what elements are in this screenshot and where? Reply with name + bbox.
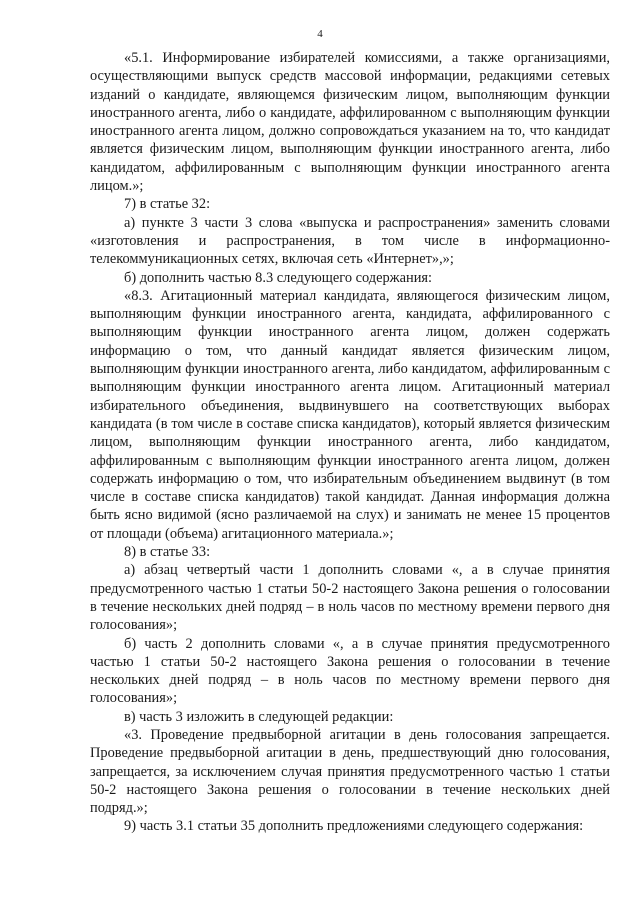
paragraph-item-8b: б) часть 2 дополнить словами «, а в случае принятия предусмотренного частью 1 статьи 50-2 настоящего Закона решения о голосовании в течение нескольких дней подряд – в ноль часов по местному времени первого дня голосования»; xyxy=(90,635,610,707)
paragraph-item-9: 9) часть 3.1 статьи 35 дополнить предложениями следующего содержания: xyxy=(124,818,584,835)
paragraph-item-7a: а) пункте 3 части 3 слова «выпуска и распространения» заменить словами «изготовления и распространения, в том числе в информационно-телекоммуникационных сетях, включая сеть «Интернет»,»; xyxy=(90,214,610,268)
paragraph-item-8a: а) абзац четвертый части 1 дополнить словами «, а в случае принятия предусмотренного частью 1 статьи 50-2 настоящего Закона решения о голосовании в течение нескольких дней подряд – в ноль часов по местному времени первого дня голосования»; xyxy=(90,562,610,634)
page-number: 4 xyxy=(317,28,323,40)
paragraph-item-8v: в) часть 3 изложить в следующей редакции: xyxy=(124,708,394,725)
paragraph-item-8: 8) в статье 33: xyxy=(124,544,211,561)
document-body xyxy=(90,49,610,836)
paragraph-8-3-quote: «8.3. Агитационный материал кандидата, являющегося физическим лицом, выполняющим функции иностранного агента, кандидата, аффилированного с выполняющим функции иностранного агента лицом, должен содержать информацию о том, что данный кандидат является физическим лицом, выполняющим функции иностранного агента, либо кандидатом, аффилированным с выполняющим функции иностранного агента лицом. Агитационный материал избирательного объединения, выдвинувшего на соответствующих выборах кандидата (в том числе в составе списка кандидатов), который является физическим лицом, выполняющим функции иностранного агента, либо кандидатом, аффилированным с выполняющим функции иностранного агента лицом, должен содержать информацию о том, что избирательным объединением выдвинут (в том числе в составе списка кандидатов) такой кандидат. Данная информация должна быть ясно видимой (ясно различаемой на слух) и занимать не менее 15 процентов от площади (объема) агитационного материала.»; xyxy=(90,287,610,542)
paragraph-item-7: 7) в статье 32: xyxy=(124,196,211,213)
paragraph-item-7b: б) дополнить частью 8.3 следующего содержания: xyxy=(124,269,433,286)
paragraph-5-1-quote: «5.1. Информирование избирателей комиссиями, а также организациями, осуществляющими выпуск средств массовой информации, редакциями сетевых изданий о кандидате, являющемся физическим лицом, выполняющим функции иностранного агента, либо о кандидате, аффилированном с выполняющим функции иностранного агента лицом, должно сопровождаться указанием на то, что кандидат является физическим лицом, выполняющим функции иностранного агента, либо кандидатом, аффилированным с выполняющим функции иностранного агента лицом.»; xyxy=(90,50,610,195)
paragraph-3-quote: «3. Проведение предвыборной агитации в день голосования запрещается. Проведение предвыборной агитации в день, предшествующий дню голосования, запрещается, за исключением случая принятия предусмотренного частью 1 статьи 50-2 настоящего Закона решения о голосовании в течение нескольких дней подряд.»; xyxy=(90,726,610,817)
